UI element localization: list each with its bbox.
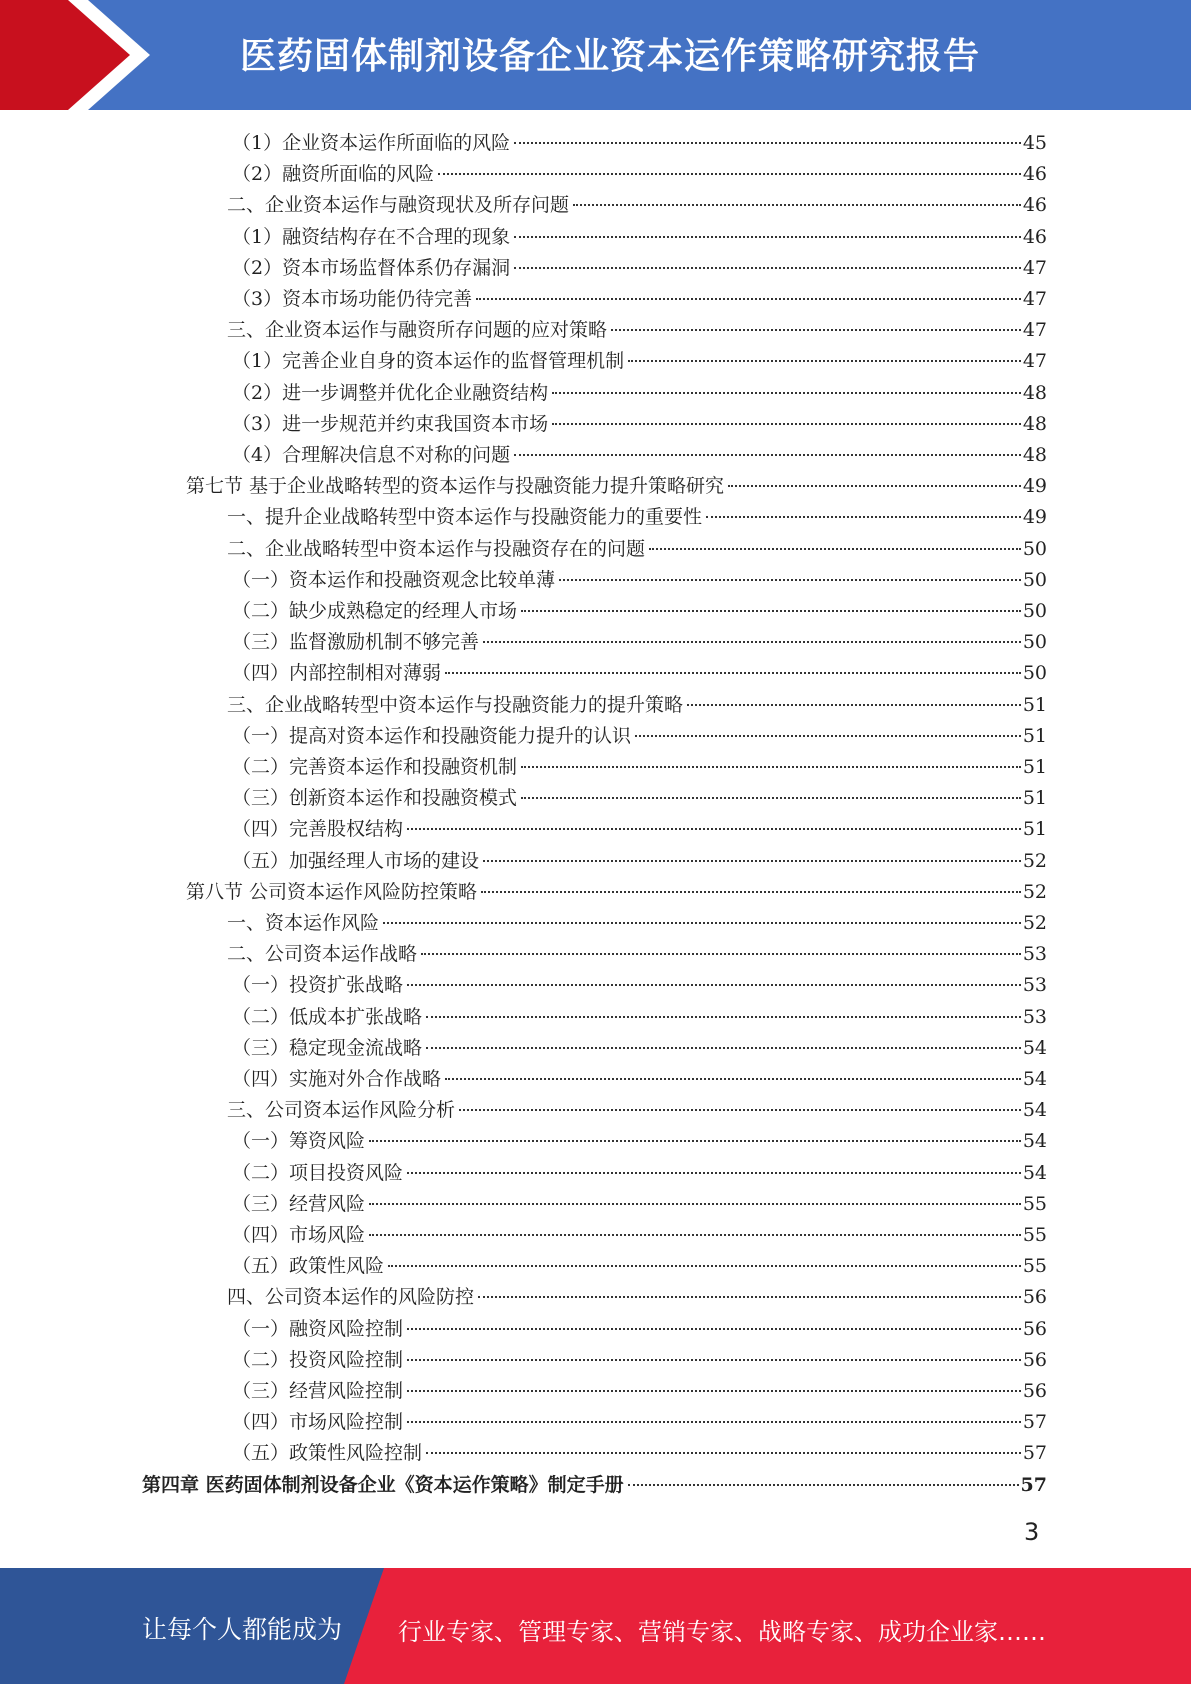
toc-entry-title: （2）进一步调整并优化企业融资结构	[232, 382, 549, 404]
toc-entry[interactable]	[227, 190, 1047, 221]
toc-entry-title: （3）资本市场功能仍待完善	[232, 288, 473, 310]
toc-entry-title: （一）融资风险控制	[232, 1318, 404, 1340]
toc-dot-leader	[407, 1358, 1021, 1361]
toc-entry[interactable]	[232, 284, 1047, 315]
toc-entry[interactable]	[186, 471, 1047, 502]
toc-entry[interactable]	[232, 1158, 1047, 1189]
toc-entry-title: （二）完善资本运作和投融资机制	[232, 756, 518, 778]
toc-dot-leader	[573, 203, 1021, 206]
toc-entry[interactable]	[227, 315, 1047, 346]
toc-entry-title: （五）政策性风险控制	[232, 1442, 423, 1464]
toc-entry[interactable]	[232, 1189, 1047, 1220]
toc-entry[interactable]	[232, 1438, 1047, 1469]
toc-entry-title: 二、企业战略转型中资本运作与投融资存在的问题	[227, 538, 646, 560]
page-footer	[0, 1568, 1191, 1684]
toc-dot-leader	[706, 515, 1021, 518]
toc-entry-page: 48	[1022, 413, 1047, 435]
toc-entry-title: 第七节 基于企业战略转型的资本运作与投融资能力提升策略研究	[186, 475, 725, 497]
toc-entry-title: （4）合理解决信息不对称的问题	[232, 444, 511, 466]
toc-entry-page: 56	[1022, 1349, 1047, 1371]
toc-entry[interactable]	[232, 814, 1047, 845]
toc-dot-leader	[552, 391, 1021, 394]
toc-entry[interactable]	[232, 1126, 1047, 1157]
toc-entry-page: 49	[1022, 475, 1047, 497]
toc-entry-title: 二、公司资本运作战略	[227, 943, 418, 965]
page-header	[0, 0, 1191, 110]
toc-entry[interactable]	[227, 534, 1047, 565]
toc-dot-leader	[611, 328, 1021, 331]
toc-entry-title: （一）筹资风险	[232, 1130, 366, 1152]
toc-entry[interactable]	[232, 128, 1047, 159]
toc-entry-page: 50	[1022, 662, 1047, 684]
toc-dot-leader	[514, 453, 1021, 456]
toc-dot-leader	[369, 1139, 1021, 1142]
toc-dot-leader	[628, 1483, 1019, 1486]
toc-dot-leader	[628, 359, 1021, 362]
toc-entry[interactable]	[232, 783, 1047, 814]
toc-entry[interactable]	[232, 1407, 1047, 1438]
toc-entry-title: （五）政策性风险	[232, 1255, 385, 1277]
toc-dot-leader	[426, 1451, 1021, 1454]
toc-entry-title: （一）提高对资本运作和投融资能力提升的认识	[232, 725, 632, 747]
toc-entry-title: （1）完善企业自身的资本运作的监督管理机制	[232, 350, 625, 372]
toc-entry-title: 三、公司资本运作风险分析	[227, 1099, 456, 1121]
toc-entry[interactable]	[232, 846, 1047, 877]
toc-entry[interactable]	[232, 409, 1047, 440]
toc-entry-title: （三）稳定现金流战略	[232, 1037, 423, 1059]
toc-entry[interactable]	[232, 159, 1047, 190]
toc-entry[interactable]	[232, 253, 1047, 284]
toc-entry-title: （三）创新资本运作和投融资模式	[232, 787, 518, 809]
toc-entry[interactable]	[232, 378, 1047, 409]
toc-entry-page: 50	[1022, 600, 1047, 622]
toc-dot-leader	[388, 1264, 1021, 1267]
toc-entry-title: （3）进一步规范并约束我国资本市场	[232, 413, 549, 435]
toc-entry-page: 51	[1022, 818, 1047, 840]
toc-dot-leader	[476, 297, 1021, 300]
toc-entry[interactable]	[232, 1033, 1047, 1064]
toc-dot-leader	[483, 640, 1021, 643]
toc-entry-title: 三、企业资本运作与融资所存问题的应对策略	[227, 319, 608, 341]
document-title: 医药固体制剂设备企业资本运作策略研究报告	[240, 36, 981, 77]
toc-entry-title: （四）实施对外合作战略	[232, 1068, 442, 1090]
toc-dot-leader	[552, 422, 1021, 425]
toc-entry-page: 55	[1022, 1255, 1047, 1277]
toc-entry[interactable]	[232, 1251, 1047, 1282]
toc-dot-leader	[426, 1015, 1021, 1018]
toc-dot-leader	[728, 484, 1021, 487]
toc-dot-leader	[383, 921, 1021, 924]
toc-entry-page: 57	[1022, 1411, 1047, 1433]
toc-entry-page: 51	[1022, 694, 1047, 716]
toc-entry-title: 第四章 医药固体制剂设备企业《资本运作策略》制定手册	[142, 1474, 624, 1496]
toc-entry-title: （三）监督激励机制不够完善	[232, 631, 480, 653]
toc-entry-title: （四）完善股权结构	[232, 818, 404, 840]
toc-entry[interactable]	[232, 721, 1047, 752]
toc-entry[interactable]	[232, 1220, 1047, 1251]
toc-entry-title: （四）市场风险	[232, 1224, 366, 1246]
toc-entry[interactable]	[232, 1064, 1047, 1095]
toc-dot-leader	[407, 1420, 1021, 1423]
toc-dot-leader	[445, 671, 1021, 674]
toc-entry[interactable]	[227, 1282, 1047, 1313]
toc-entry-title: （三）经营风险控制	[232, 1380, 404, 1402]
toc-entry-title: 三、企业战略转型中资本运作与投融资能力的提升策略	[227, 694, 684, 716]
toc-entry-title: （二）低成本扩张战略	[232, 1006, 423, 1028]
toc-dot-leader	[369, 1202, 1021, 1205]
toc-entry-title: （1）融资结构存在不合理的现象	[232, 226, 511, 248]
toc-dot-leader	[421, 952, 1021, 955]
toc-entry-page: 50	[1022, 538, 1047, 560]
toc-entry-page: 57	[1022, 1442, 1047, 1464]
toc-entry-page: 49	[1022, 506, 1047, 528]
toc-dot-leader	[521, 765, 1021, 768]
toc-entry-page: 54	[1022, 1068, 1047, 1090]
toc-entry[interactable]	[227, 690, 1047, 721]
toc-entry-page: 46	[1022, 163, 1047, 185]
toc-entry[interactable]	[232, 1345, 1047, 1376]
toc-dot-leader	[687, 703, 1021, 706]
toc-dot-leader	[481, 890, 1021, 893]
toc-entry-page: 54	[1022, 1162, 1047, 1184]
toc-entry-page: 55	[1022, 1193, 1047, 1215]
toc-entry-page: 54	[1022, 1099, 1047, 1121]
toc-dot-leader	[478, 1295, 1021, 1298]
toc-entry[interactable]	[232, 565, 1047, 596]
toc-dot-leader	[407, 1171, 1021, 1174]
toc-entry-title: 第八节 公司资本运作风险防控策略	[186, 881, 478, 903]
toc-entry-page: 52	[1022, 850, 1047, 872]
toc-entry[interactable]	[232, 1376, 1047, 1407]
toc-entry-title: （2）资本市场监督体系仍存漏洞	[232, 257, 511, 279]
toc-entry-page: 48	[1022, 382, 1047, 404]
toc-entry-title: （一）资本运作和投融资观念比较单薄	[232, 569, 556, 591]
toc-entry[interactable]	[227, 1095, 1047, 1126]
toc-dot-leader	[407, 983, 1021, 986]
toc-dot-leader	[459, 1108, 1021, 1111]
toc-entry[interactable]	[232, 346, 1047, 377]
toc-entry[interactable]	[227, 939, 1047, 970]
toc-entry-page: 54	[1022, 1037, 1047, 1059]
toc-entry-title: （二）缺少成熟稳定的经理人市场	[232, 600, 518, 622]
page-number: 3	[1024, 1518, 1040, 1546]
toc-entry-title: （二）投资风险控制	[232, 1349, 404, 1371]
toc-entry[interactable]	[186, 877, 1047, 908]
toc-entry-title: （五）加强经理人市场的建设	[232, 850, 480, 872]
toc-entry[interactable]	[227, 502, 1047, 533]
toc-entry-title: （一）投资扩张战略	[232, 974, 404, 996]
toc-entry[interactable]	[232, 1314, 1047, 1345]
toc-entry-page: 51	[1022, 787, 1047, 809]
toc-entry-page: 53	[1022, 943, 1047, 965]
toc-entry[interactable]	[232, 1002, 1047, 1033]
toc-entry-page: 51	[1022, 756, 1047, 778]
toc-entry[interactable]	[232, 752, 1047, 783]
toc-entry-page: 56	[1022, 1380, 1047, 1402]
toc-dot-leader	[514, 235, 1021, 238]
toc-dot-leader	[514, 266, 1021, 269]
toc-entry-page: 45	[1022, 132, 1047, 154]
toc-entry-page: 46	[1022, 226, 1047, 248]
toc-entry-title: （二）项目投资风险	[232, 1162, 404, 1184]
toc-entry-page: 53	[1022, 1006, 1047, 1028]
toc-entry[interactable]	[232, 970, 1047, 1001]
toc-entry-title: 二、企业资本运作与融资现状及所存问题	[227, 194, 570, 216]
toc-entry-page: 57	[1020, 1474, 1047, 1496]
toc-entry-page: 51	[1022, 725, 1047, 747]
toc-entry-page: 56	[1022, 1318, 1047, 1340]
toc-dot-leader	[407, 1389, 1021, 1392]
toc-entry-page: 50	[1022, 631, 1047, 653]
toc-dot-leader	[445, 1077, 1021, 1080]
toc-entry-title: 一、提升企业战略转型中资本运作与投融资能力的重要性	[227, 506, 703, 528]
toc-entry-title: （三）经营风险	[232, 1193, 366, 1215]
toc-entry-title: （四）市场风险控制	[232, 1411, 404, 1433]
toc-dot-leader	[407, 827, 1021, 830]
toc-entry-page: 55	[1022, 1224, 1047, 1246]
toc-dot-leader	[426, 1046, 1021, 1049]
toc-dot-leader	[407, 1327, 1021, 1330]
toc-entry-page: 47	[1022, 319, 1047, 341]
toc-entry-page: 50	[1022, 569, 1047, 591]
toc-entry[interactable]	[232, 658, 1047, 689]
toc-entry-page: 48	[1022, 444, 1047, 466]
toc-entry-page: 47	[1022, 350, 1047, 372]
toc-entry-title: 四、公司资本运作的风险防控	[227, 1286, 475, 1308]
toc-dot-leader	[514, 141, 1021, 144]
toc-dot-leader	[635, 734, 1021, 737]
toc-dot-leader	[521, 796, 1021, 799]
toc-entry-page: 52	[1022, 912, 1047, 934]
toc-entry-page: 47	[1022, 257, 1047, 279]
toc-entry[interactable]	[232, 222, 1047, 253]
toc-entry[interactable]	[232, 627, 1047, 658]
toc-entry-page: 52	[1022, 881, 1047, 903]
toc-entry[interactable]	[227, 908, 1047, 939]
toc-dot-leader	[483, 859, 1021, 862]
toc-entry-page: 56	[1022, 1286, 1047, 1308]
toc-entry-page: 46	[1022, 194, 1047, 216]
toc-entry-page: 53	[1022, 974, 1047, 996]
toc-entry[interactable]	[142, 1470, 1047, 1501]
toc-entry-page: 54	[1022, 1130, 1047, 1152]
footer-slogan-right: 行业专家、管理专家、营销专家、战略专家、成功企业家……	[398, 1618, 1046, 1646]
toc-entry-title: 一、资本运作风险	[227, 912, 380, 934]
toc-entry-title: （2）融资所面临的风险	[232, 163, 435, 185]
toc-dot-leader	[649, 547, 1021, 550]
toc-dot-leader	[559, 578, 1021, 581]
toc-dot-leader	[521, 609, 1021, 612]
toc-entry-title: （四）内部控制相对薄弱	[232, 662, 442, 684]
toc-entry-page: 47	[1022, 288, 1047, 310]
footer-slogan-left: 让每个人都能成为	[142, 1615, 343, 1644]
toc-entry-title: （1）企业资本运作所面临的风险	[232, 132, 511, 154]
toc-dot-leader	[369, 1233, 1021, 1236]
toc-entry[interactable]	[232, 440, 1047, 471]
toc-entry[interactable]	[232, 596, 1047, 627]
toc-dot-leader	[438, 172, 1021, 175]
